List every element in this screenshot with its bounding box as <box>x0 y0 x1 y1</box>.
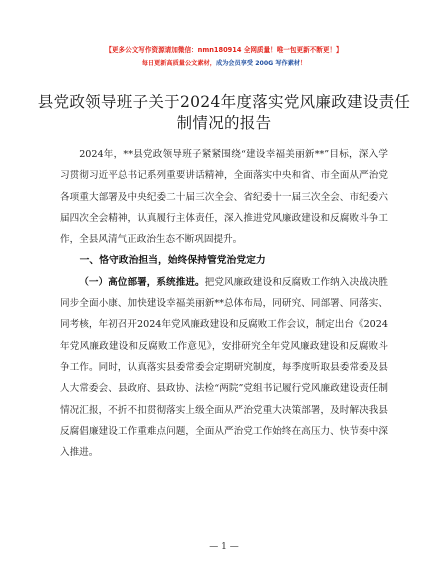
promo-line2-suffix: ！ <box>300 60 307 67</box>
document-title: 县党政领导班子关于2024年度落实党风廉政建设责任制情况的报告 <box>37 93 411 132</box>
intro-paragraph: 2024年，**县党政领导班子紧紧围绕“建设幸福美丽新**”目标，深入学习贯彻习近平总书记系列重要讲话精神，全面落实中央和省、市全面从严治党各项重大部署及中央纪委二十届三次全会、省纪委十一届三次全会、市纪委六届四次全会精神，认真履行主体责任，深入推进党风廉政建设和反腐败斗争工作，全县风清气正政治生态不断巩固提升。 <box>60 149 388 246</box>
subsection-heading: （一）高位部署，系统推进。 <box>79 276 205 288</box>
document-body <box>60 144 388 463</box>
promo-line2-highlight: 成为会员享受 200G 写作素材 <box>215 60 301 67</box>
subsection-text: 把党风廉政建设和反腐败工作纳入决战决胜同步全面小康、加快建设幸福美丽新**总体布局，同研究、同部署、同落实、同考核，年初召开2024年党风廉政建设和反腐败工作会议，制定出台《2024年党风廉政建设和反腐败工作意见》，安排研究全年党风廉政建设和反腐败斗争工作。同时，认真落实县委常委会定期研究制度，每季度听取县委常委及县人大常委会、县政府、县政协、法检“两院”党组书记履行党风廉政建设责任制情况汇报，不折不扣贯彻落实上级全面从严治党重大决策部署，及时解决我县反腐倡廉建设工作重难点问题，全面从严治党工作始终在高压力、快节奏中深入推进。 <box>60 276 389 459</box>
section-heading: 一、恪守政治担当，始终保持管党治党定力 <box>79 255 266 267</box>
subsection-paragraph <box>60 272 388 464</box>
promo-banner-line2 <box>0 58 448 67</box>
promo-line2-prefix: 每日更新高质量公文素材， <box>141 60 216 67</box>
promo-banner-line1: 【更多公文写作资源请加微信：nmn180914 全网质量！唯一包更新不断更！】 <box>105 46 343 54</box>
page-number: — 1 — <box>209 542 239 552</box>
